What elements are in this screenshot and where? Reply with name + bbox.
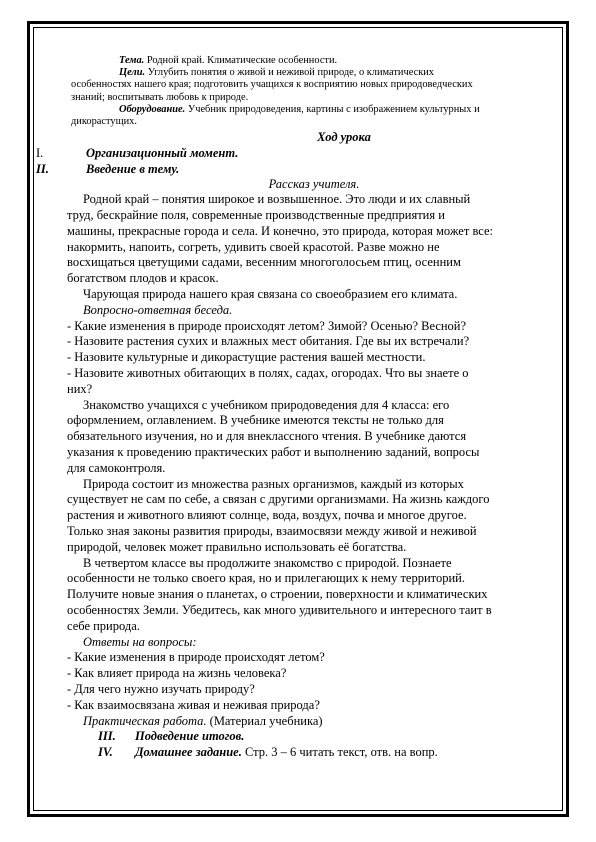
- para-1: [67, 192, 555, 208]
- answer-question-4: - Как взаимосвязана живая и неживая природа?: [67, 697, 320, 712]
- equipment-text-2: дикорастущих.: [71, 116, 137, 128]
- answers-heading: Ответы на вопросы:: [83, 634, 197, 649]
- section-2-title: Введение в тему.: [86, 162, 180, 177]
- section-3-title: Подведение итогов.: [135, 729, 245, 744]
- answer-question-3: - Для чего нужно изучать природу?: [67, 681, 255, 696]
- lesson-body: [67, 192, 555, 729]
- para-5-line: растения и животного влияют солнце, вода, воздух, почва и многое другое.: [67, 508, 467, 523]
- para-6-line: особенности не только своего края, но и прилегающих к нему территорий.: [67, 571, 465, 586]
- question-1: - Какие изменения в природе происходят летом? Зимой? Осенью? Весной?: [67, 318, 467, 333]
- para-1-line: накормить, напоить, согреть, удивить своей красотой. Разве можно не: [67, 239, 440, 254]
- para-1-line: машины, прекрасные города и села. И конечно, это природа, которая может все:: [67, 223, 493, 238]
- lesson-header: [71, 55, 557, 128]
- goals-text-2: особенностях нашего края; подготовить учащихся к восприятию новых природоведческих: [71, 79, 473, 91]
- answer-question-1: - Какие изменения в природе происходят летом?: [67, 650, 325, 665]
- para-2: Чарующая природа нашего края связана со своеобразием его климата.: [83, 287, 458, 301]
- para-1-line: Родной край – понятия широкое и возвышенное. Это люди и их славный: [83, 192, 471, 207]
- para-1-line: труд, бескрайние поля, современные производственные предприятия и: [67, 208, 445, 223]
- section-4-number: IV.: [98, 745, 113, 760]
- para-6-line: себе природа.: [67, 618, 140, 633]
- equipment-text-1: Учебник природоведения, картины с изображением культурных и: [185, 103, 480, 115]
- teacher-story-heading: Рассказ учителя.: [268, 177, 360, 192]
- topic-line: [71, 55, 557, 67]
- section-3-number: III.: [98, 729, 116, 744]
- section-2-number: II.: [36, 162, 49, 177]
- section-1-number: I.: [36, 146, 44, 161]
- lesson-plan: [36, 55, 557, 761]
- practical-work-label: Практическая работа.: [83, 713, 207, 728]
- para-4-line: для самоконтроля.: [67, 460, 166, 475]
- goals-text-1: Углубить понятия о живой и неживой природе, о климатических: [145, 67, 435, 79]
- answer-question-2: - Как влияет природа на жизнь человека?: [67, 666, 287, 681]
- homework-text: Стр. 3 – 6 читать текст, отв. на вопр.: [241, 745, 438, 760]
- para-6-line: особенностях Земли. Убедитесь, как много удивительного и интересного таит в: [67, 602, 492, 617]
- para-6-line: Получите новые знания о планетах, о строении, поверхности и климатических: [67, 587, 488, 602]
- para-4: Знакомство учащихся с учебником природоведения для 4 класса: его: [83, 397, 450, 412]
- para-5: Природа состоит из множества разных организмов, каждый из которых: [83, 476, 464, 491]
- section-3: [71, 729, 557, 745]
- question-2: - Назовите растения сухих и влажных мест обитания. Где вы их встречали?: [67, 334, 470, 349]
- question-4-cont: них?: [67, 381, 93, 396]
- equipment-line: [71, 104, 557, 116]
- question-4: - Назовите животных обитающих в полях, садах, огородах. Что вы знаете о: [67, 365, 469, 380]
- goals-line: [71, 67, 557, 79]
- practical-work: [67, 714, 555, 730]
- section-1-title: Организационный момент.: [86, 146, 239, 161]
- topic-label: Тема.: [119, 55, 145, 66]
- para-1-line: богатством плодов и красок.: [67, 271, 219, 286]
- section-4: [71, 745, 557, 761]
- homework-label: Домашнее задание.: [135, 745, 242, 760]
- para-5-line: существует не сам по себе, а связан с другими организмами. На жизнь каждого: [67, 492, 490, 507]
- section-1: [36, 145, 557, 161]
- para-5-line: природой, человек может правильно использовать её богатства.: [67, 539, 407, 554]
- para-6: В четвертом классе вы продолжите знакомство с природой. Познаете: [83, 555, 452, 570]
- para-4-line: обязательного изучения, но и для внеклассного чтения. В учебнике даются: [67, 429, 467, 444]
- topic-text: Родной край. Климатические особенности.: [144, 55, 338, 66]
- para-4-line: указания к проведению практических работ и выполнению заданий, вопросы: [67, 444, 480, 459]
- section-2: [36, 161, 557, 177]
- para-1-line: восхищаться цветущими садами, весенним многоголосьем птиц, осенним: [67, 255, 461, 270]
- conversation-heading: Вопросно-ответная беседа.: [83, 302, 233, 317]
- para-4-line: оформлением, оглавлением. В учебнике имеются тексты не только для: [67, 413, 444, 428]
- goals-text-3: знаний; воспитывать любовь к природе.: [71, 91, 249, 103]
- para-5-line: Только зная законы развития природы, взаимосвязи между живой и неживой: [67, 523, 477, 538]
- goals-label: Цели.: [119, 67, 146, 79]
- equipment-label: Оборудование.: [119, 103, 186, 115]
- question-3: - Назовите культурные и дикорастущие растения вашей местности.: [67, 350, 426, 365]
- lesson-title: Ход урока: [317, 130, 371, 145]
- practical-work-note: (Материал учебника): [206, 713, 323, 728]
